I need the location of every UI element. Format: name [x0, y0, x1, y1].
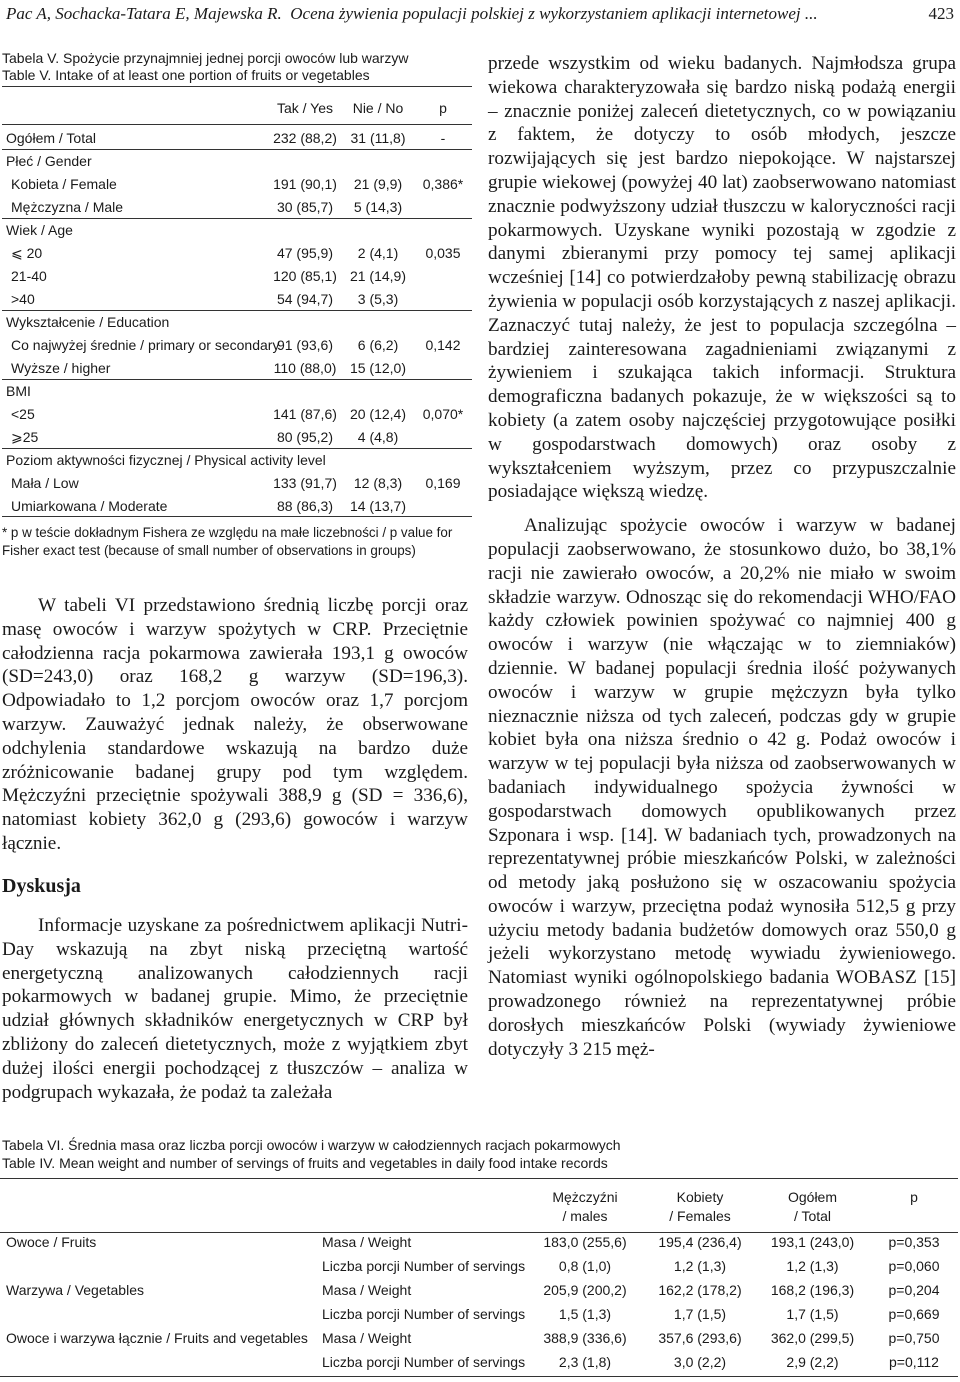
- cell-p: -: [440, 130, 446, 146]
- row-label: Umiarkowana / Moderate: [11, 498, 168, 514]
- table-row: [0, 1302, 958, 1326]
- row-label: Co najwyżej średnie / primary or secondary: [11, 337, 280, 353]
- table5-caption-en: Table V. Intake of at least one portion of fruits or vegetables: [2, 67, 370, 83]
- cell-yes: 110 (88,0): [273, 360, 337, 376]
- table-row: [2, 448, 472, 472]
- row-label: Wykształcenie / Education: [6, 314, 170, 330]
- row-label: 21-40: [11, 268, 47, 284]
- table-row: [0, 1350, 958, 1374]
- table-row: [2, 310, 472, 334]
- cell-males: 205,9 (200,2): [543, 1282, 627, 1298]
- right-column-text: [488, 52, 956, 1061]
- table6-col-total-line2: / Total: [793, 1208, 832, 1224]
- discussion-heading: Dyskusja: [2, 875, 81, 897]
- discussion-text: [2, 914, 468, 1104]
- page-number: 423: [928, 4, 954, 23]
- cell-no: 14 (13,7): [349, 498, 407, 514]
- row-measure: Liczba porcji Number of servings: [322, 1354, 526, 1370]
- header-title: Ocena żywienia populacji polskiej z wykorzystaniem aplikacji internetowej ...: [290, 4, 818, 23]
- row-label: ⩽ 20: [11, 245, 43, 261]
- table6-bottom-rule: [0, 1376, 958, 1377]
- row-label: >40: [11, 291, 35, 307]
- cell-total: 362,0 (299,5): [770, 1330, 855, 1346]
- cell-no: 31 (11,8): [350, 130, 406, 146]
- table6-col-females-line2: / Females: [669, 1208, 731, 1224]
- table6-top-rule: [0, 1178, 958, 1179]
- cell-p: 0,035: [425, 245, 461, 261]
- cell-males: 0,8 (1,0): [558, 1258, 612, 1274]
- paragraph-right-1: przede wszystkim od wieku badanych. Najmłodsza grupa wiekowa charakteryzowała się bardzo niską podażą energii – znacznie poniżej zaleceń dietetycznych, co w powiązaniu z faktem, że dotyczy to osób młodych, jeszcze rozwijających się jest bardzo niepokojące. W najstarszej grupie wiekowej (powyżej 40 lat) zaobserwowano natomiast znacznie podwyższony udział tłuszczu w kaloryczności racji pokarmowych. Uzyskane wyniki pozostają w zgodzie z danymi zbieranymi przy pomocy tej samej aplikacji wcześniej [14] co potwierdzałoby pewną stabilizację obrazu żywienia w populacji osób korzystających z naszej aplikacji. Zaznaczyć tutaj należy, że jest to populacja szczególna – bardziej zainteresowana zagadnieniami związanymi z żywieniem i szukająca takich informacji. Struktura demograficzna badanych pokazuje, że w większości są to kobiety (a zatem osoby najczęściej przygotowujące posiłki w gospodarstwach domowych) oraz osoby z wykształceniem wyższym, przez co przypuszczalnie posiadające większą wiedzę.: [488, 53, 956, 503]
- table-row: [2, 218, 472, 242]
- table5-top-rule: [2, 86, 472, 87]
- table6-col-females: [645, 1188, 755, 1226]
- cell-no: 4 (4,8): [357, 429, 399, 445]
- paragraph-table6-summary: W tabeli VI przedstawiono średnią liczbę porcji oraz masę owoców i warzyw spożytych w CRP. Przeciętnie całodzienna racja pokarmowa zawierała 193,1 g owoców (SD=243,0) oraz 168,2 g warzyw (SD=196,3). Odpowiadało to 1,2 porcjom owoców oraz 1,7 porcjom warzyw. Zauważyć jednak należy, że obserwowane odchylenia standardowe wskazują na bardzo duże zróżnicowanie badanej grupy pod tym względem. Mężczyźni przeciętnie spożywali 388,9 g (SD = 336,6), natomiast kobiety 362,0 g (293,6) gowoców i warzyw łącznie.: [2, 595, 468, 854]
- cell-total: 2,9 (2,2): [786, 1354, 839, 1370]
- row-measure: Liczba porcji Number of servings: [322, 1306, 526, 1322]
- table6-caption: [2, 1136, 942, 1172]
- table5-col-yes: Tak / Yes: [276, 100, 334, 116]
- table-row: [0, 1326, 958, 1350]
- table5-caption: [2, 50, 472, 84]
- cell-no: 2 (4,1): [357, 245, 399, 261]
- row-label: Wiek / Age: [6, 222, 73, 238]
- cell-no: 5 (14,3): [353, 199, 403, 215]
- table-row: [2, 494, 472, 518]
- paragraph-right-2: Analizując spożycie owoców i warzyw w badanej populacji zaobserwowano, że stosunkowo dużo, bo 38,1% racji nie zawierało owoców, a 20,2% nie miało w swoim składzie warzyw. Odnosząc się do rekomendacji WHO/FAO każdy człowiek powinien spożywać co najmniej 400 g owoców i warzyw (nie włączając w to ziemniaków) dziennie. W badanej populacji średnia ilość pożywanych owoców i warzyw w grupie mężczyzn była tylko nieznacznie niższa od tych zaleceń, podczas gdy w grupie kobiet była ona niższa średnio o 42 g. Podaż owoców i warzyw w tej populacji była niższa od zaobserwowanych w badaniach indywidualnego spożycia żywności w gospodarstwach domowych opublikowanych przez Szponara i wsp. [14]. W badaniach tych, prowadzonych na reprezentatywnej próbie mieszkańców Polski, w zależności od metody jaką posłużono się w oszacowaniu spożycia owoców i warzyw, przeciętna podaż wynosiła 512,5 g przy użyciu metody badania budżetów domowych oraz 550,0 g jeżeli wykorzystano metodę wywiadu żywieniowego. Natomiast wyniki ogólnopolskiego badania WOBASZ [15] prowadzonego również na reprezentatywnej próbie dorosłych mieszkańców Polski (wywiady żywieniowe dotyczyły 3 215 męż-: [488, 515, 956, 1060]
- cell-p: p=0,750: [888, 1330, 940, 1346]
- cell-females: 357,6 (293,6): [658, 1330, 742, 1346]
- cell-p: p=0,060: [888, 1258, 940, 1274]
- cell-yes: 133 (91,7): [273, 475, 337, 491]
- table-row: [2, 195, 472, 219]
- running-header: [6, 0, 954, 30]
- cell-p: p=0,669: [888, 1306, 940, 1322]
- cell-no: 12 (8,3): [353, 475, 403, 491]
- table5-col-p: p: [439, 100, 447, 116]
- left-column-text: [2, 594, 468, 856]
- table-row: [2, 402, 472, 426]
- table5-header-rule: [2, 124, 472, 125]
- table6-caption-pl: Tabela VI. Średnia masa oraz liczba porcji owoców i warzyw w całodziennych racjach pokarmowych: [2, 1137, 621, 1153]
- table5-footnote: * p w teście dokładnym Fishera ze względu na małe liczebności / p value for Fisher exact test (because of small number of observations in groups): [2, 525, 453, 558]
- table-row: [2, 471, 472, 495]
- cell-no: 20 (12,4): [349, 406, 407, 422]
- row-label: BMI: [6, 383, 31, 399]
- cell-yes: 232 (88,2): [273, 130, 337, 146]
- table5-caption-pl: Tabela V. Spożycie przynajmniej jednej porcji owoców lub warzyw: [2, 50, 409, 66]
- cell-yes: 91 (93,6): [276, 337, 334, 353]
- cell-p: 0,169: [425, 475, 461, 491]
- cell-no: 6 (6,2): [357, 337, 399, 353]
- cell-yes: 141 (87,6): [273, 406, 337, 422]
- row-measure: Masa / Weight: [322, 1234, 412, 1250]
- cell-no: 15 (12,0): [349, 360, 407, 376]
- cell-p: p=0,112: [889, 1354, 939, 1370]
- cell-p: 0,070*: [422, 406, 464, 422]
- table-row: [0, 1278, 958, 1302]
- cell-p: p=0,204: [888, 1282, 940, 1298]
- table-row: [2, 264, 472, 288]
- cell-females: 1,2 (1,3): [673, 1258, 727, 1274]
- cell-males: 183,0 (255,6): [543, 1234, 627, 1250]
- cell-p: 0,142: [425, 337, 461, 353]
- table6-col-total: [760, 1188, 865, 1226]
- table5-col-no: Nie / No: [352, 100, 404, 116]
- running-header-title: [6, 0, 818, 28]
- table6-col-p-label: p: [910, 1189, 918, 1205]
- paragraph-discussion: Informacje uzyskane za pośrednictwem aplikacji Nutri-Day wskazują na zbyt niską przeciętną wartość energetyczną analizowanych całodziennych racji pokarmowych w badanej grupie. Mimo, że przeciętnie udział głównych składników energetycznych w CRP był zbliżony do zaleceń dietetycznych, może z wyjątkiem zbyt dużej ilości energii pochodzącej z tłuszczów – analiza w podgrupach wykazała, że podaż ta zależała: [2, 915, 468, 1103]
- table6-col-males: [530, 1188, 640, 1226]
- table-row: [2, 126, 472, 150]
- table6-col-males-line1: Mężczyźni: [552, 1189, 618, 1205]
- cell-no: 21 (14,9): [349, 268, 407, 284]
- cell-females: 1,7 (1,5): [673, 1306, 727, 1322]
- cell-yes: 80 (95,2): [276, 429, 334, 445]
- cell-yes: 47 (95,9): [276, 245, 334, 261]
- cell-females: 162,2 (178,2): [658, 1282, 742, 1298]
- table-row: [2, 356, 472, 380]
- row-label: ⩾25: [11, 429, 39, 445]
- cell-total: 168,2 (196,3): [770, 1282, 855, 1298]
- row-label: Wyższe / higher: [11, 360, 111, 376]
- cell-yes: 30 (85,7): [276, 199, 334, 215]
- table5-header-row: [2, 96, 472, 120]
- table-row: [2, 241, 472, 265]
- cell-total: 1,7 (1,5): [786, 1306, 839, 1322]
- cell-females: 3,0 (2,2): [673, 1354, 727, 1370]
- cell-p: 0,386*: [422, 176, 464, 192]
- cell-yes: 54 (94,7): [276, 291, 334, 307]
- table-row: [2, 333, 472, 357]
- row-group: Owoce i warzywa łącznie / Fruits and vegetables: [6, 1330, 308, 1346]
- row-group: Owoce / Fruits: [6, 1234, 97, 1250]
- row-measure: Liczba porcji Number of servings: [322, 1258, 526, 1274]
- row-label: Ogółem / Total: [6, 130, 97, 146]
- row-measure: Masa / Weight: [322, 1282, 412, 1298]
- table6-col-p: [870, 1188, 958, 1207]
- cell-yes: 191 (90,1): [273, 176, 337, 192]
- cell-males: 1,5 (1,3): [558, 1306, 612, 1322]
- cell-no: 21 (9,9): [353, 176, 403, 192]
- row-label: Kobieta / Female: [11, 176, 117, 192]
- table6-col-total-line1: Ogółem: [787, 1189, 838, 1205]
- cell-males: 2,3 (1,8): [558, 1354, 612, 1370]
- table-row: [2, 379, 472, 403]
- row-measure: Masa / Weight: [322, 1330, 412, 1346]
- cell-females: 195,4 (236,4): [658, 1234, 742, 1250]
- table-row: [2, 149, 472, 173]
- row-group: Warzywa / Vegetables: [6, 1282, 144, 1298]
- cell-yes: 88 (86,3): [276, 498, 334, 514]
- table-row: [0, 1230, 958, 1254]
- row-label: Płeć / Gender: [6, 153, 92, 169]
- cell-total: 1,2 (1,3): [786, 1258, 839, 1274]
- table-row: [2, 172, 472, 196]
- cell-p: p=0,353: [888, 1234, 940, 1250]
- cell-no: 3 (5,3): [357, 291, 399, 307]
- cell-males: 388,9 (336,6): [543, 1330, 627, 1346]
- cell-yes: 120 (85,1): [273, 268, 337, 284]
- table5-bottom-rule: [2, 516, 472, 517]
- table-row: [2, 425, 472, 449]
- table-row: [0, 1254, 958, 1278]
- header-authors: Pac A, Sochacka-Tatara E, Majewska R.: [6, 4, 282, 23]
- row-label: Mała / Low: [11, 475, 79, 491]
- table-row: [2, 287, 472, 311]
- table6-col-females-line1: Kobiety: [676, 1189, 724, 1205]
- row-label: <25: [11, 406, 35, 422]
- row-label: Mężczyzna / Male: [11, 199, 124, 215]
- table6-col-males-line2: / males: [562, 1208, 608, 1224]
- row-label: Poziom aktywności fizycznej / Physical activity level: [6, 452, 326, 468]
- cell-total: 193,1 (243,0): [770, 1234, 855, 1250]
- table6-caption-en: Table IV. Mean weight and number of servings of fruits and vegetables in daily food intake records: [2, 1155, 608, 1171]
